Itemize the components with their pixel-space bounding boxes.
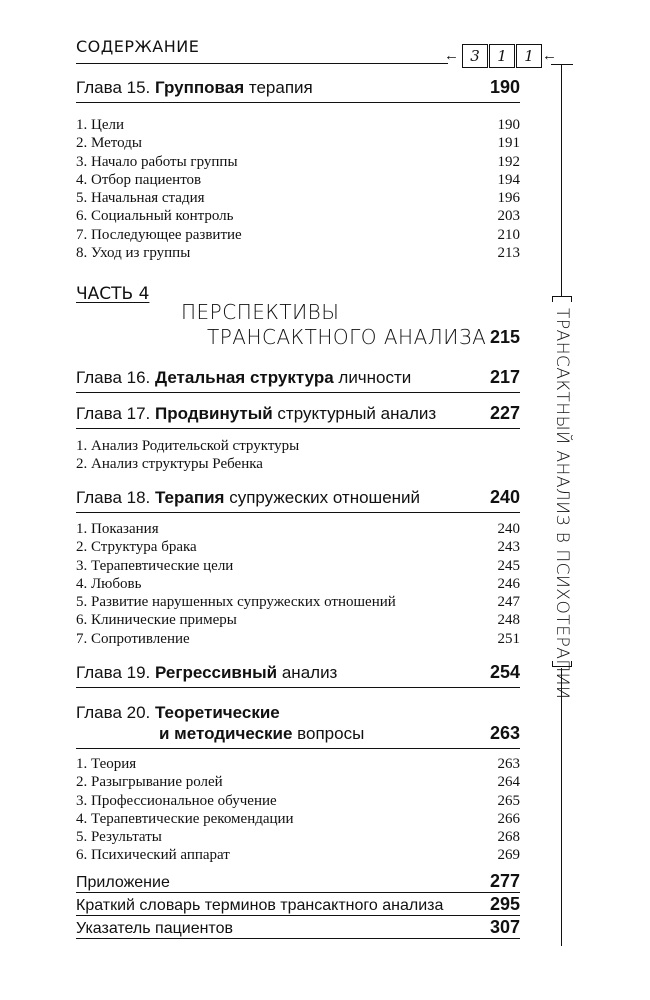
chapter-page: 217 (489, 367, 520, 387)
chapter-page: 263 (489, 723, 520, 743)
section-page: 269 (497, 847, 520, 864)
section-page: 192 (497, 153, 520, 170)
chapter-prefix: Глава 16. (76, 368, 155, 387)
left-arrow-icon: ← (444, 47, 459, 64)
section-page: 240 (497, 521, 520, 537)
section-title: 3. Терапевтические цели (76, 557, 234, 574)
section-item (76, 810, 520, 828)
page-digit: 1 (516, 44, 542, 68)
chapter-title (76, 488, 420, 512)
chapter-19-heading (76, 657, 520, 688)
chapter-17-heading (76, 398, 520, 429)
section-page: 248 (497, 612, 520, 629)
section-title: 1. Теория (76, 756, 137, 772)
section-title: 4. Отбор пациентов (76, 171, 202, 188)
section-title: 5. Начальная стадия (76, 190, 205, 207)
section-page: 196 (497, 190, 520, 207)
chapter-title (76, 78, 313, 102)
chapter-title-bold: Продвинутый (155, 404, 273, 423)
chapter-prefix: Глава 15. (76, 78, 155, 97)
side-book-title: ТРАНСАКТНЫЙ АНАЛИЗ В ПСИХОТЕРАПИИ (552, 308, 572, 700)
appendix-page: 295 (489, 894, 520, 914)
side-bracket-top (552, 296, 572, 302)
chapter-20-sections (76, 755, 520, 865)
chapter-17-sections (76, 437, 520, 474)
section-page: 265 (497, 792, 520, 809)
section-item (76, 538, 520, 556)
chapter-18-heading (76, 482, 520, 513)
section-title: 2. Разыгрывание ролей (76, 774, 223, 791)
section-page: 263 (497, 756, 520, 772)
chapter-15-sections (76, 116, 520, 262)
section-title: 1. Цели (76, 117, 125, 133)
appendix-page: 307 (489, 917, 520, 937)
part-label: ЧАСТЬ 4 (76, 284, 150, 304)
section-item (76, 455, 520, 473)
right-arrow-icon: ← (542, 47, 557, 64)
chapter-title-bold: Групповая (155, 78, 245, 97)
appendix-title: Приложение (76, 874, 170, 891)
section-title: 7. Сопротивление (76, 630, 190, 647)
chapter-prefix: Глава 20. (76, 703, 155, 722)
header-rule (76, 63, 448, 64)
section-page: 251 (497, 630, 520, 647)
section-page: 210 (497, 226, 520, 243)
side-rule-top (561, 64, 562, 296)
running-header: СОДЕРЖАНИЕ (76, 37, 200, 56)
appendix-title: Краткий словарь терминов трансактного анализа (76, 897, 444, 914)
section-page: 203 (497, 208, 520, 225)
chapter-title-line-2 (76, 724, 364, 748)
section-item (76, 755, 520, 773)
chapter-20-heading (76, 718, 520, 749)
section-item (76, 611, 520, 629)
section-title: 4. Любовь (76, 575, 142, 592)
section-item (76, 244, 520, 262)
section-title: 2. Структура брака (76, 539, 197, 556)
section-page: 213 (497, 245, 520, 262)
chapter-title-bold: Теоретические (155, 703, 280, 722)
chapter-prefix: Глава 18. (76, 488, 155, 507)
chapter-title (76, 663, 337, 687)
chapter-title-bold: и методические (159, 724, 293, 743)
section-title: 7. Последующее развитие (76, 226, 242, 243)
part-title-line-2: ТРАНСАКТНОГО АНАЛИЗА (207, 325, 487, 349)
section-page: 194 (497, 171, 520, 188)
section-page: 266 (497, 810, 520, 827)
chapter-title-bold: Регрессивный (155, 663, 278, 682)
section-item (76, 226, 520, 244)
section-item (76, 773, 520, 791)
chapter-15-heading (76, 72, 520, 103)
section-title: 3. Начало работы группы (76, 153, 238, 170)
appendix-row (76, 893, 520, 916)
section-item (76, 520, 520, 538)
section-title: 5. Развитие нарушенных супружеских отношений (76, 594, 396, 611)
section-item (76, 593, 520, 611)
section-item (76, 846, 520, 864)
section-page: 268 (497, 829, 520, 846)
side-bracket-bottom (552, 661, 572, 667)
section-title: 6. Клинические примеры (76, 612, 237, 629)
chapter-title-bold: Терапия (155, 488, 225, 507)
section-page: 243 (497, 539, 520, 556)
chapter-title-rest: вопросы (292, 724, 365, 743)
section-item (76, 792, 520, 810)
section-page: 190 (497, 117, 520, 133)
page-digit: 1 (489, 44, 515, 68)
section-title: 2. Анализ структуры Ребенка (76, 456, 263, 473)
chapter-16-heading (76, 362, 520, 393)
section-page: 245 (497, 557, 520, 574)
section-title: 6. Социальный контроль (76, 208, 234, 225)
section-item (76, 575, 520, 593)
section-item (76, 630, 520, 648)
chapter-title (76, 404, 436, 428)
chapter-title-rest: структурный анализ (272, 404, 437, 423)
section-page: 247 (497, 594, 520, 611)
chapter-title-rest: супружеских отношений (224, 488, 421, 507)
section-item (76, 171, 520, 189)
chapter-page: 227 (489, 403, 520, 423)
section-title: 4. Терапевтические рекомендации (76, 810, 294, 827)
section-page: 246 (497, 575, 520, 592)
chapter-18-sections (76, 520, 520, 648)
section-title: 6. Психический аппарат (76, 847, 230, 864)
section-title: 1. Показания (76, 521, 159, 537)
section-title: 5. Результаты (76, 829, 162, 846)
page-digit: 3 (462, 44, 488, 68)
chapter-title-bold: Детальная структура (155, 368, 334, 387)
appendix-row (76, 916, 520, 939)
chapter-title-rest: анализ (277, 663, 338, 682)
chapter-title-rest: личности (333, 368, 412, 387)
side-rule-bottom (561, 668, 562, 946)
section-item (76, 134, 520, 152)
section-item (76, 557, 520, 575)
section-page: 264 (497, 774, 520, 791)
chapter-title (76, 368, 411, 392)
part-title-line-1: ПЕРСПЕКТИВЫ (181, 300, 340, 324)
chapter-page: 240 (489, 487, 520, 507)
section-item (76, 207, 520, 225)
section-item (76, 189, 520, 207)
chapter-prefix: Глава 17. (76, 404, 155, 423)
section-item (76, 153, 520, 171)
side-rule (551, 64, 573, 65)
page-number-indicator (444, 44, 557, 70)
chapter-page: 254 (489, 662, 520, 682)
section-title: 8. Уход из группы (76, 245, 191, 262)
part-page: 215 (489, 327, 520, 347)
section-title: 1. Анализ Родительской структуры (76, 438, 300, 454)
appendix-row (76, 870, 520, 893)
section-item (76, 437, 520, 455)
appendix-page: 277 (489, 871, 520, 891)
chapter-title-rest: терапия (244, 78, 313, 97)
section-title: 2. Методы (76, 135, 142, 152)
section-item (76, 828, 520, 846)
appendix-title: Указатель пациентов (76, 920, 233, 937)
section-title: 3. Профессиональное обучение (76, 792, 277, 809)
chapter-page: 190 (489, 77, 520, 97)
section-item (76, 116, 520, 134)
chapter-prefix: Глава 19. (76, 663, 155, 682)
section-page: 191 (497, 135, 520, 152)
